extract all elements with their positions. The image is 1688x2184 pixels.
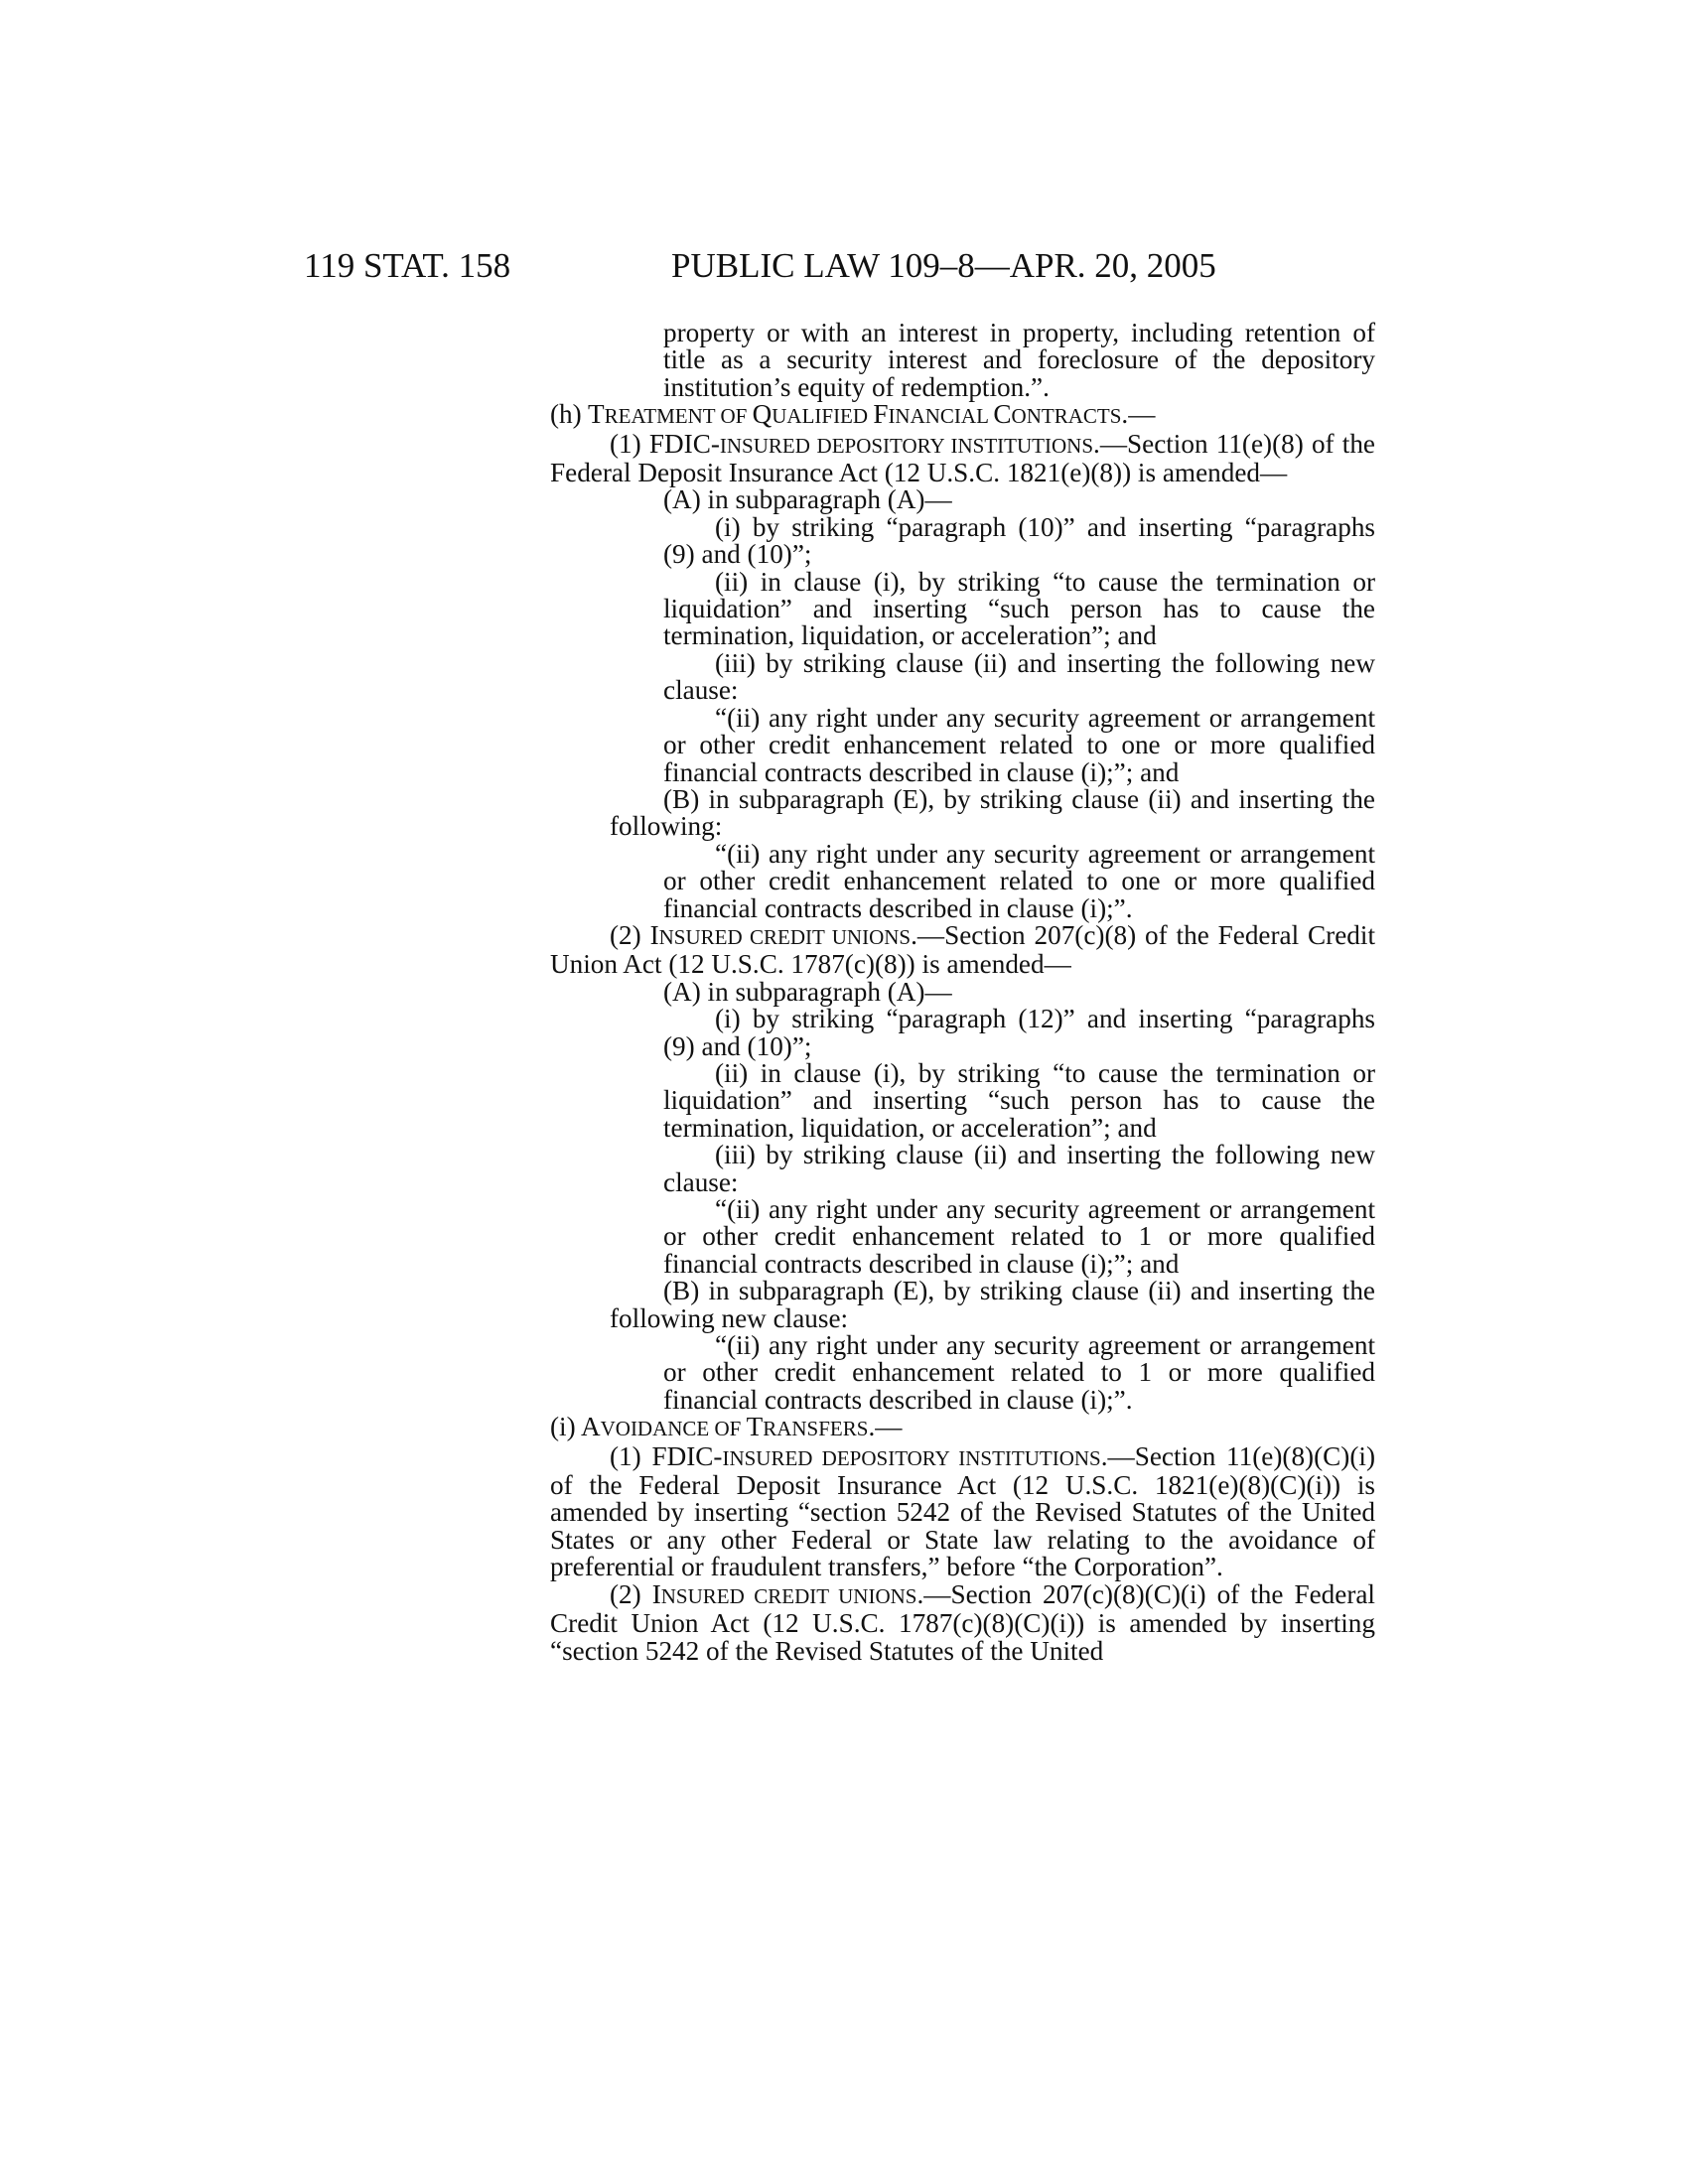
paragraph-prefix: (2) I	[610, 919, 659, 950]
subparagraph-h1A: (A) in subparagraph (A)—	[663, 484, 952, 515]
clause-h1Aiii: (iii) by striking clause (ii) and inserting the following new clause:	[663, 647, 1375, 706]
heading-letter: A	[580, 1412, 601, 1442]
clause-h2Ai: (i) by striking “paragraph (12)” and inserting “paragraphs (9) and (10)”;	[663, 1004, 1375, 1061]
heading-dash: .—	[868, 1412, 903, 1442]
paragraph-prefix: (1) FDIC-	[610, 428, 720, 459]
paragraph-continuation: property or with an interest in property, including retention of title as a security interest and foreclosure of the depository institution’s equity of redemption.”.	[663, 318, 1375, 402]
heading-letter: C	[993, 399, 1012, 430]
subparagraph-h1B: (B) in subparagraph (E), by striking clause (ii) and inserting the following:	[610, 783, 1375, 842]
heading-smallcaps: INANCIAL	[888, 404, 994, 429]
clause-h1Ai: (i) by striking “paragraph (10)” and inserting “paragraphs (9) and (10)”;	[663, 511, 1375, 570]
page-header	[0, 246, 1688, 286]
heading-smallcaps: REATMENT OF	[604, 404, 753, 429]
quoted-clause-h1A: “(ii) any right under any security agreement or arrangement or other credit enhancement related to one or more qualified financial contracts described in clause (i);”; and	[663, 702, 1375, 787]
paragraph-smallcaps: INSURED DEPOSITORY INSTITUTIONS	[722, 1445, 1101, 1470]
paragraph-smallcaps: INSURED DEPOSITORY INSTITUTIONS	[719, 433, 1094, 458]
public-law-title: PUBLIC LAW 109–8—APR. 20, 2005	[671, 246, 1216, 285]
paragraph-h2	[550, 919, 1375, 980]
clause-h2Aii: (ii) in clause (i), by striking “to cause the termination or liquidation” and inserting “such person has to cause the termination, liquidation, or acceleration”; and	[663, 1057, 1375, 1143]
subparagraph-h2B: (B) in subparagraph (E), by striking clause (ii) and inserting the following new clause:	[610, 1276, 1375, 1333]
subparagraph-h2A: (A) in subparagraph (A)—	[663, 976, 952, 1007]
heading-letter: F	[873, 399, 889, 430]
document-body	[550, 320, 1375, 1665]
heading-smallcaps: RANSFERS	[763, 1417, 869, 1441]
clause-h2Aiii: (iii) by striking clause (ii) and inserting the following new clause:	[663, 1140, 1375, 1197]
quoted-clause-h1B: “(ii) any right under any security agreement or arrangement or other credit enhancement related to one or more qualified financial contracts described in clause (i);”.	[663, 838, 1375, 923]
heading-smallcaps: VOIDANCE OF	[600, 1417, 747, 1441]
paragraph-i2	[550, 1578, 1375, 1666]
paragraph-text: .—Section 11(e)(8)(C)(i) of the Federal Deposit Insurance Act (12 U.S.C. 1821(e)(8)(C)(i)) is amended by inserting “section 5242 of the Revised Statutes of the United States or any other Federal or State law relating to the avoidance of preferential or fraudulent transfers,” before “the Corporation”.	[550, 1440, 1375, 1582]
heading-letter: Q	[752, 399, 773, 430]
heading-letter: T	[746, 1412, 764, 1442]
heading-smallcaps: UALIFIED	[772, 404, 874, 429]
quoted-clause-h2A: “(ii) any right under any security agreement or arrangement or other credit enhancement related to 1 or more qualified financial contracts described in clause (i);”; and	[663, 1194, 1375, 1279]
paragraph-text: .—Section 11(e)(8) of the Federal Deposit Insurance Act (12 U.S.C. 1821(e)(8)) is amended—	[550, 428, 1376, 488]
clause-h1Aii: (ii) in clause (i), by striking “to cause the termination or liquidation” and inserting “such person has to cause the termination, liquidation, or acceleration”; and	[663, 566, 1375, 651]
paragraph-i1	[550, 1440, 1375, 1582]
paragraph-text: .—Section 207(c)(8) of the Federal Credit Union Act (12 U.S.C. 1787(c)(8)) is amended—	[550, 919, 1375, 980]
quoted-clause-h2B: “(ii) any right under any security agreement or arrangement or other credit enhancement related to 1 or more qualified financial contracts described in clause (i);”.	[663, 1330, 1375, 1415]
section-heading-i	[550, 1414, 1375, 1442]
heading-letter: T	[588, 399, 605, 430]
section-heading-h	[550, 401, 1375, 430]
heading-prefix: (h)	[550, 399, 589, 430]
paragraph-text: .—Section 207(c)(8)(C)(i) of the Federal Credit Union Act (12 U.S.C. 1787(c)(8)(C)(i)) is amended by inserting “section 5242 of the Revised Statutes of the United	[550, 1578, 1375, 1666]
paragraph-prefix: (1) FDIC-	[610, 1440, 723, 1471]
heading-smallcaps: ONTRACTS	[1011, 404, 1122, 429]
paragraph-smallcaps: NSURED CREDIT UNIONS	[660, 1583, 917, 1608]
paragraph-smallcaps: NSURED CREDIT UNIONS	[658, 924, 912, 949]
statute-page-number: 119 STAT. 158	[304, 246, 511, 285]
heading-prefix: (i)	[550, 1412, 581, 1442]
paragraph-h1	[550, 428, 1376, 488]
heading-dash: .—	[1121, 399, 1156, 430]
paragraph-prefix: (2) I	[610, 1578, 661, 1609]
